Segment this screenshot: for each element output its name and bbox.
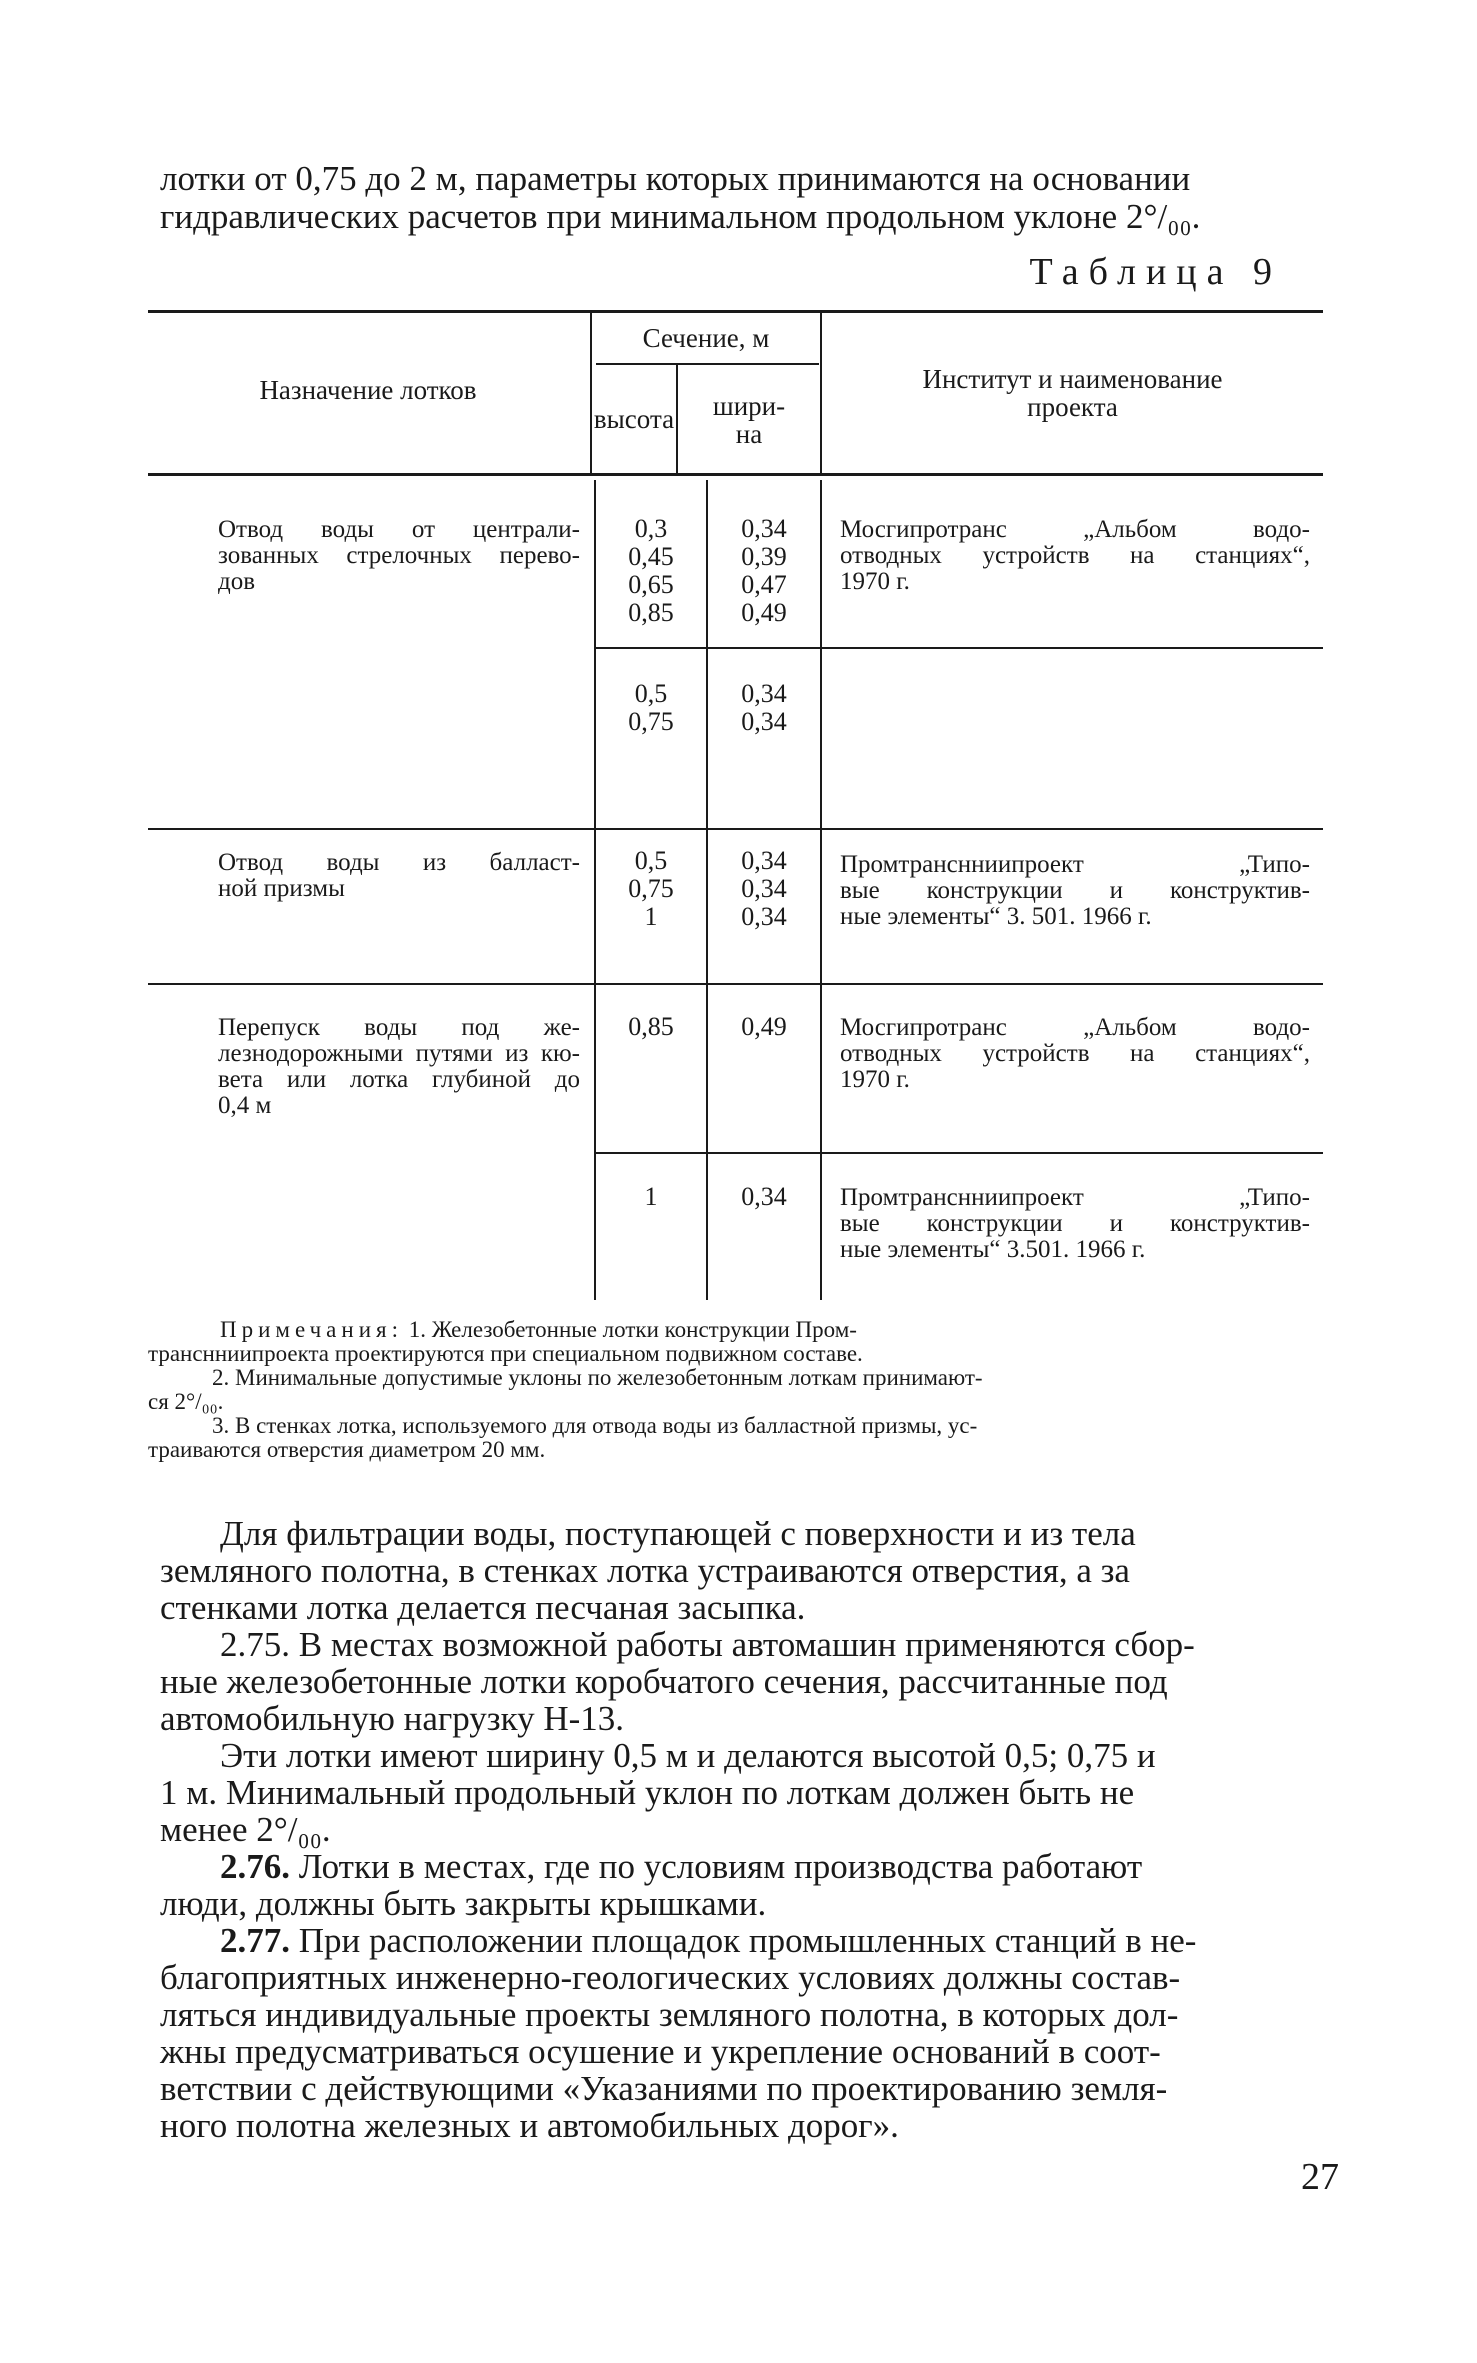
header-purpose: Назначение лотков	[259, 375, 477, 405]
body-line: жны предусматриваться осушение и укрепление оснований в соот-	[160, 2032, 1161, 2071]
note-line: ся 2°/₀₀.	[148, 1389, 224, 1414]
page-number: 27	[1301, 2156, 1339, 2198]
table-caption: Таблица 9	[1029, 251, 1282, 293]
row4-height	[596, 1013, 706, 1041]
row4-purpose	[218, 1015, 580, 1119]
width-value: 0,49	[741, 1012, 787, 1041]
note-line: 3. В стенках лотка, используемого для отвода воды из балластной призмы, ус-	[212, 1413, 978, 1438]
section-number: 2.76.	[220, 1847, 290, 1886]
institute-line: Мосгипротранс „Альбом водо-	[840, 516, 1310, 543]
institute-line: 1970 г.	[840, 1066, 910, 1093]
row5-height	[596, 1183, 706, 1211]
purpose-line: лезнодорожными путями из кю-	[218, 1040, 580, 1067]
height-value: 1	[644, 1182, 658, 1211]
institute-line: вые конструкции и конструктив-	[840, 1210, 1310, 1237]
intro-line: гидравлических расчетов при минимальном продольном уклоне 2°/₀₀.	[160, 197, 1201, 236]
row1-institute	[840, 517, 1310, 595]
header-section: Сечение, м	[642, 323, 770, 353]
row3-purpose	[218, 850, 580, 902]
purpose-line: дов	[218, 568, 256, 595]
row3-height	[596, 847, 706, 931]
purpose-line: 0,4 м	[218, 1092, 272, 1119]
header-institute-line: проекта	[1027, 392, 1118, 422]
note-line: 2. Минимальные допустимые уклоны по железобетонным лоткам принимают-	[212, 1365, 983, 1390]
row1-purpose	[218, 517, 580, 595]
col-rule	[820, 480, 822, 1300]
row-rule	[148, 828, 1323, 830]
section-number: 2.75.	[220, 1625, 290, 1664]
row1-height	[596, 515, 706, 627]
height-value: 0,75	[628, 874, 674, 903]
width-value: 0,34	[741, 514, 787, 543]
row1-width	[708, 515, 820, 627]
institute-line: вые конструкции и конструктив-	[840, 877, 1310, 904]
notes-label: Примечания:	[220, 1317, 403, 1342]
institute-line: ные элементы“ 3.501. 1966 г.	[840, 1236, 1146, 1263]
body-text-span: Лотки в местах, где по условиям производства работают	[298, 1847, 1143, 1886]
row-rule	[148, 983, 1323, 985]
row2-height	[596, 680, 706, 736]
height-value: 0,75	[628, 707, 674, 736]
width-value: 0,34	[741, 902, 787, 931]
height-value: 0,5	[634, 679, 668, 708]
body-line: ляться индивидуальные проекты земляного полотна, в которых дол-	[160, 1995, 1179, 2034]
row5-width	[708, 1183, 820, 1211]
institute-line: 1970 г.	[840, 568, 910, 595]
note-line: транснниипроекта проектируются при специальном подвижном составе.	[148, 1341, 863, 1366]
header-institute	[822, 365, 1323, 421]
purpose-line: Отвод воды от централи-	[218, 516, 580, 543]
header-institute-line: Институт и наименование	[922, 364, 1223, 394]
height-value: 0,45	[628, 542, 674, 571]
width-value: 0,34	[741, 1182, 787, 1211]
note-text: 1. Железобетонные лотки конструкции Пром-	[408, 1317, 857, 1342]
height-value: 0,65	[628, 570, 674, 599]
body-line: автомобильную нагрузку Н-13.	[160, 1699, 625, 1738]
width-value: 0,34	[741, 846, 787, 875]
body-line: благоприятных инженерно-геологических условиях должны состав-	[160, 1958, 1181, 1997]
body-line: стенками лотка делается песчаная засыпка.	[160, 1588, 806, 1627]
body-line	[160, 1922, 1335, 1959]
purpose-line: Перепуск воды под же-	[218, 1014, 580, 1041]
body-text-span: В местах возможной работы автомашин применяются сбор-	[298, 1625, 1195, 1664]
body-line	[160, 1848, 1335, 1885]
intro-paragraph	[160, 160, 1320, 236]
height-value: 0,85	[628, 598, 674, 627]
institute-line: Мосгипротранс „Альбом водо-	[840, 1014, 1310, 1041]
height-value: 1	[644, 902, 658, 931]
purpose-line: ной призмы	[218, 875, 345, 902]
section-header-rule	[596, 363, 819, 365]
row2-width	[708, 680, 820, 736]
purpose-line: вета или лотка глубиной до	[218, 1066, 580, 1093]
width-value: 0,47	[741, 570, 787, 599]
institute-line: Промтранснниипроект „Типо-	[840, 851, 1310, 878]
body-line: люди, должны быть закрыты крышками.	[160, 1884, 767, 1923]
header-width	[678, 392, 820, 448]
institute-line: Промтранснниипроект „Типо-	[840, 1184, 1310, 1211]
table-9	[148, 310, 1323, 1310]
header-height: высота	[593, 404, 675, 434]
row4-width	[708, 1013, 820, 1041]
institute-line: отводных устройств на станциях“,	[840, 1040, 1310, 1067]
width-value: 0,34	[741, 874, 787, 903]
table-top-rule	[148, 310, 1323, 313]
institute-line: ные элементы“ 3. 501. 1966 г.	[840, 903, 1152, 930]
header-bottom-rule	[148, 473, 1323, 476]
body-line: 1 м. Минимальный продольный уклон по лоткам должен быть не	[160, 1773, 1135, 1812]
width-value: 0,39	[741, 542, 787, 571]
body-line: ного полотна железных и автомобильных дорог».	[160, 2106, 899, 2145]
purpose-line: Отвод воды из балласт-	[218, 849, 580, 876]
row5-institute	[840, 1185, 1310, 1263]
note-line: траиваются отверстия диаметром 20 мм.	[148, 1437, 546, 1462]
purpose-line: зованных стрелочных перево-	[218, 542, 580, 569]
height-value: 0,5	[634, 846, 668, 875]
width-value: 0,49	[741, 598, 787, 627]
width-value: 0,34	[741, 679, 787, 708]
header-width-line: на	[735, 419, 763, 449]
height-value: 0,85	[628, 1012, 674, 1041]
intro-line: лотки от 0,75 до 2 м, параметры которых принимаются на основании	[160, 159, 1191, 198]
body-text-span: При расположении площадок промышленных станций в не-	[298, 1921, 1197, 1960]
row3-institute	[840, 852, 1310, 930]
width-value: 0,34	[741, 707, 787, 736]
body-line: Для фильтрации воды, поступающей с поверхности и из тела	[220, 1514, 1136, 1553]
note-line	[220, 1318, 1320, 1342]
row4-institute	[840, 1015, 1310, 1093]
body-line	[160, 1626, 1335, 1663]
section-number: 2.77.	[220, 1921, 290, 1960]
height-value: 0,3	[634, 514, 668, 543]
body-line: ные железобетонные лотки коробчатого сечения, рассчитанные под	[160, 1662, 1168, 1701]
row3-width	[708, 847, 820, 931]
table-notes	[148, 1317, 1320, 1462]
header-width-line: шири-	[712, 391, 786, 421]
body-line: менее 2°/₀₀.	[160, 1810, 331, 1849]
body-line: Эти лотки имеют ширину 0,5 м и делаются высотой 0,5; 0,75 и	[220, 1736, 1156, 1775]
body-line: ветствии с действующими «Указаниями по проектированию земля-	[160, 2069, 1168, 2108]
body-line: земляного полотна, в стенках лотка устраиваются отверстия, а за	[160, 1551, 1130, 1590]
institute-line: отводных устройств на станциях“,	[840, 542, 1310, 569]
body-text	[160, 1515, 1335, 2144]
